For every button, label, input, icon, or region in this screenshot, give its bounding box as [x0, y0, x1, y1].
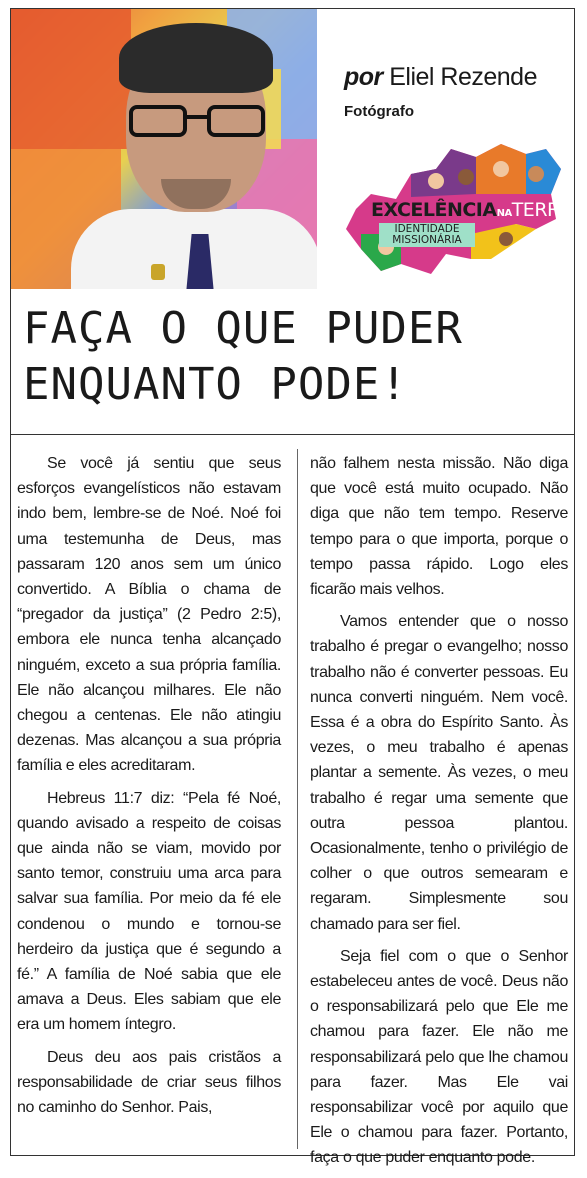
paragraph: Vamos entender que o nosso trabalho é pregar o evangelho; nosso trabalho não é converter pessoas. Eu nunca converti ninguém. Nem você. Essa é a obra do Espírito Santo. Às vezes, o meu trabalho é apenas plantar a semente. Às vezes, o meu trabalho é regar uma semente que outra pessoa plantou. Ocasionalmente, tenho o privilégio de colher o que outros semearam e regaram. Simplesmente sou chamado para ser fiel.	[310, 613, 568, 933]
author-byline	[344, 63, 537, 92]
paragraph: não falhem nesta missão. Não diga que você está muito ocupado. Não diga que não tem tempo. Reserve tempo para o que importa, porque o tempo passa rápido. Logo eles ficarão mais velhos.	[310, 455, 568, 599]
title-line-2: ENQUANTO PODE!	[23, 359, 408, 410]
excelencia-na-terra-logo	[341, 139, 572, 279]
author-photo	[11, 9, 317, 289]
paragraph: Hebreus 11:7 diz: “Pela fé Noé, quando avisado a respeito de coisas que ainda não se viam, movido por santo temor, construiu uma arca para salvar sua família. Por meio da fé ele condenou o mundo e tornou-se herdeiro da justiça que é segundo a fé.” A família de Noé sabia que ele amava a Deus. Eles sabiam que ele era um homem íntegro.	[17, 789, 281, 1034]
article-column-left	[17, 451, 281, 1127]
article-column-right	[310, 451, 568, 1178]
author-name: Eliel Rezende	[389, 63, 537, 91]
article-title	[23, 301, 568, 413]
title-line-1: FAÇA O QUE PUDER	[23, 303, 463, 354]
title-divider	[11, 434, 574, 435]
paragraph: Seja fiel com o que o Senhor estabeleceu antes de você. Deus não o responsabilizará pelo que Ele me chamou para fazer. Ele não me responsabilizará pelo que lhe chamou para fazer. Mas Ele vai responsabilizar você por aquilo que Ele o chamou para fazer. Portanto, faça o que puder enquanto pode.	[310, 947, 568, 1167]
logo-subtitle: IDENTIDADE MISSIONÁRIA	[379, 223, 475, 247]
paragraph: Deus deu aos pais cristãos a responsabilidade de criar seus filhos no caminho do Senhor. Pais,	[17, 1048, 281, 1117]
article-frame	[10, 8, 575, 1167]
column-divider	[297, 449, 298, 1149]
author-role: Fotógrafo	[344, 103, 414, 120]
byline-prefix: por	[344, 63, 383, 91]
paragraph: Se você já sentiu que seus esforços evangelísticos não estavam indo bem, lembre-se de Noé. Noé foi uma testemunha de Deus, mas passaram 120 anos sem um único convertido. A Bíblia o chama de “pregador da justiça” (2 Pedro 2:5), embora ele nunca tenha alcançado ninguém, exceto a sua própria família. Ele não alcançou milhares. Ele não chegou a centenas. Ele não atingiu dezenas. Mas alcançou a sua própria família e eles acreditaram.	[17, 455, 281, 775]
article-header	[11, 9, 574, 289]
logo-title: EXCELÊNCIANATERRA	[371, 199, 572, 221]
